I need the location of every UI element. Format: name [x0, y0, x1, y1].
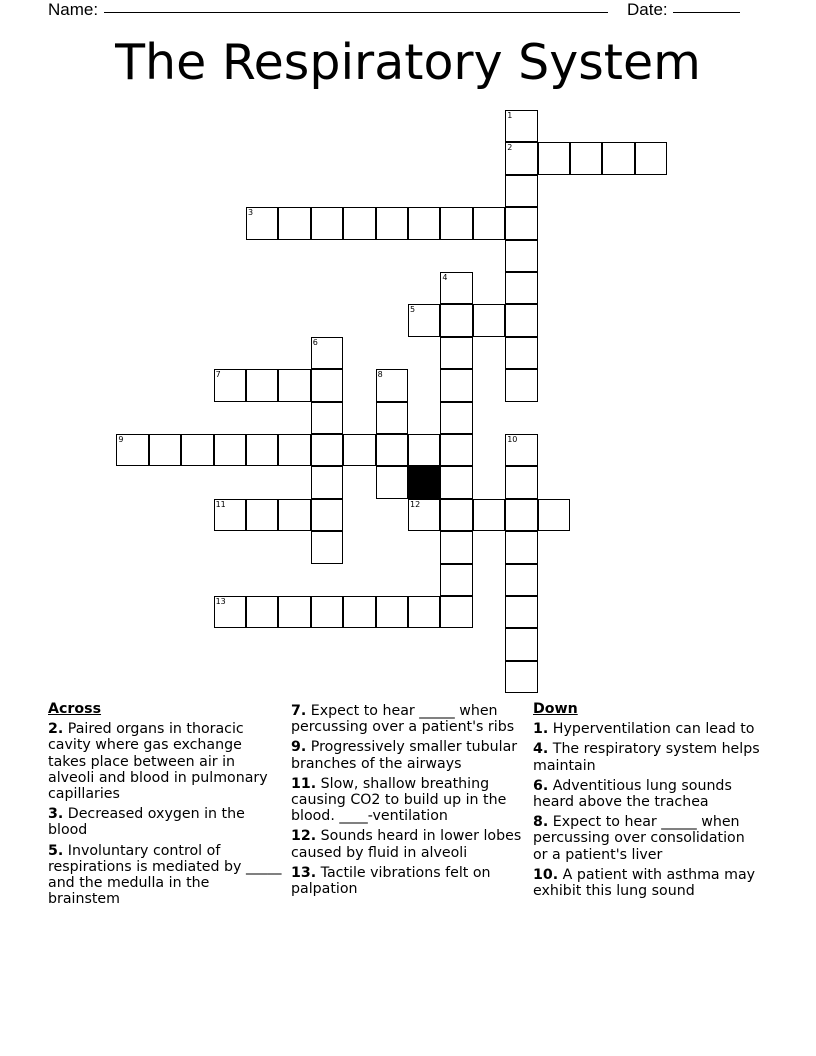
clue-item — [533, 867, 763, 899]
grid-cell[interactable] — [408, 434, 440, 466]
grid-cell[interactable] — [570, 142, 602, 174]
clue-text: Sounds heard in lower lobes caused by fluid in alveoli — [291, 828, 522, 861]
grid-cell[interactable] — [505, 499, 537, 531]
clue-item — [291, 865, 527, 897]
clue-number: 2 — [507, 143, 513, 153]
clue-number: 9. — [291, 739, 307, 756]
grid-cell[interactable] — [473, 207, 505, 239]
grid-cell[interactable] — [278, 499, 310, 531]
grid-cell[interactable] — [440, 499, 472, 531]
clue-number: 1. — [533, 721, 549, 738]
clue-number: 10. — [533, 866, 559, 883]
grid-cell[interactable] — [311, 207, 343, 239]
clue-number: 9 — [118, 435, 124, 444]
clue-number: 11. — [291, 775, 317, 792]
grid-cell[interactable] — [505, 531, 537, 563]
grid-cell[interactable] — [505, 369, 537, 401]
across-clue-list — [48, 721, 284, 907]
across-clues-column — [48, 701, 284, 911]
grid-cell[interactable] — [440, 337, 472, 369]
grid-cell[interactable] — [311, 337, 343, 369]
grid-cell[interactable] — [505, 466, 537, 498]
clue-text: Decreased oxygen in the blood — [48, 806, 245, 839]
grid-cell[interactable] — [538, 499, 570, 531]
grid-cell[interactable] — [505, 110, 537, 142]
grid-cell[interactable] — [278, 207, 310, 239]
clue-item — [48, 721, 284, 802]
grid-cell[interactable] — [505, 628, 537, 660]
clue-number: 7. — [291, 703, 307, 719]
clue-number: 6. — [533, 777, 549, 794]
clue-number: 5 — [410, 305, 416, 315]
grid-cell[interactable] — [505, 434, 537, 466]
clue-number: 5. — [48, 842, 64, 859]
clue-number: 12. — [291, 828, 317, 845]
down-clue-list — [533, 721, 763, 899]
grid-cell[interactable] — [635, 142, 667, 174]
clue-number: 13. — [291, 864, 317, 881]
clue-item — [533, 741, 763, 773]
grid-cell[interactable] — [440, 369, 472, 401]
clue-number: 11 — [215, 499, 226, 509]
clue-text: Tactile vibrations felt on palpation — [291, 864, 491, 898]
grid-cell[interactable] — [278, 434, 310, 466]
grid-cell[interactable] — [505, 175, 537, 207]
grid-cell[interactable] — [311, 402, 343, 434]
grid-cell[interactable] — [278, 369, 310, 401]
clue-item — [291, 703, 527, 735]
clue-text: The respiratory system helps maintain — [533, 741, 760, 774]
grid-cell[interactable] — [214, 434, 246, 466]
grid-cell[interactable] — [538, 142, 570, 174]
clue-number: 4 — [442, 273, 448, 282]
grid-cell[interactable] — [311, 434, 343, 466]
clue-text: Adventitious lung sounds heard above the trachea — [533, 777, 732, 811]
clue-number: 7 — [215, 370, 221, 380]
clue-number: 3 — [248, 208, 254, 218]
clue-text: Slow, shallow breathing causing CO2 to build up in the blood. ____-ventilation — [291, 775, 507, 825]
clue-number: 4. — [533, 741, 549, 758]
clue-item — [533, 814, 763, 863]
grid-cell[interactable] — [440, 272, 472, 304]
grid-cell[interactable] — [116, 434, 148, 466]
clue-number: 2. — [48, 721, 64, 738]
grid-cell[interactable] — [505, 240, 537, 272]
across-heading: Across — [48, 701, 102, 717]
grid-cell[interactable] — [246, 596, 278, 628]
grid-cell[interactable] — [505, 596, 537, 628]
clue-text: Expect to hear _____ when percussing over consolidation or a patient's liver — [533, 814, 745, 863]
clue-text: Involuntary control of respirations is mediated by _____ and the medulla in the brainstem — [48, 842, 282, 908]
clue-text: Hyperventilation can lead to — [548, 721, 755, 738]
grid-cell[interactable] — [440, 466, 472, 498]
down-clues-column — [533, 701, 763, 903]
clue-item — [291, 776, 527, 825]
grid-cell[interactable] — [440, 531, 472, 563]
grid-cell[interactable] — [376, 369, 408, 401]
grid-cell[interactable] — [376, 402, 408, 434]
across-clues-column-continued — [291, 703, 527, 901]
grid-cell[interactable] — [408, 207, 440, 239]
grid-cell[interactable] — [408, 499, 440, 531]
page-title: The Respiratory System — [115, 34, 701, 91]
grid-cell[interactable] — [440, 207, 472, 239]
grid-cell[interactable] — [505, 564, 537, 596]
grid-cell[interactable] — [376, 207, 408, 239]
clue-text: Paired organs in thoracic cavity where gas exchange takes place between air in alveoli and blood in pulmonary capillaries — [48, 721, 268, 803]
grid-cell[interactable] — [149, 434, 181, 466]
grid-cell[interactable] — [311, 499, 343, 531]
grid-cell[interactable] — [505, 304, 537, 336]
clue-text: Progressively smaller tubular branches of the airways — [291, 739, 518, 772]
grid-cell[interactable] — [278, 596, 310, 628]
grid-cell[interactable] — [311, 531, 343, 563]
grid-cell[interactable] — [311, 466, 343, 498]
grid-cell[interactable] — [505, 661, 537, 693]
clue-text: Expect to hear _____ when percussing over a patient's ribs — [291, 703, 515, 736]
grid-cell[interactable] — [246, 499, 278, 531]
clue-item — [48, 806, 284, 838]
down-heading: Down — [533, 701, 578, 717]
grid-cell[interactable] — [376, 466, 408, 498]
clue-item — [291, 828, 527, 860]
grid-cell[interactable] — [440, 596, 472, 628]
name-label: Name: — [48, 0, 99, 19]
clue-number: 8 — [377, 370, 383, 380]
clue-text: A patient with asthma may exhibit this lung sound — [533, 866, 756, 900]
grid-cell[interactable] — [440, 434, 472, 466]
grid-cell[interactable] — [214, 369, 246, 401]
grid-cell[interactable] — [311, 369, 343, 401]
clue-item — [533, 778, 763, 810]
grid-cell[interactable] — [408, 304, 440, 336]
grid-cell[interactable] — [376, 596, 408, 628]
grid-cell[interactable] — [505, 142, 537, 174]
grid-cell[interactable] — [440, 304, 472, 336]
grid-cell[interactable] — [408, 596, 440, 628]
grid-cell[interactable] — [311, 596, 343, 628]
grid-cell[interactable] — [214, 499, 246, 531]
grid-cell[interactable] — [343, 434, 375, 466]
grid-cell[interactable] — [343, 207, 375, 239]
grid-cell[interactable] — [473, 499, 505, 531]
black-cell — [408, 466, 440, 498]
grid-cell[interactable] — [602, 142, 634, 174]
grid-cell[interactable] — [440, 564, 472, 596]
grid-cell[interactable] — [214, 596, 246, 628]
grid-cell[interactable] — [473, 304, 505, 336]
grid-cell[interactable] — [505, 337, 537, 369]
grid-cell[interactable] — [181, 434, 213, 466]
clue-item — [48, 843, 284, 908]
clue-number: 13 — [215, 597, 226, 606]
clue-item — [291, 739, 527, 771]
grid-cell[interactable] — [246, 207, 278, 239]
date-label: Date: — [627, 0, 668, 19]
clue-number: 8. — [533, 814, 549, 831]
grid-cell[interactable] — [343, 596, 375, 628]
grid-cell[interactable] — [440, 402, 472, 434]
across-clue-list-continued — [291, 703, 527, 897]
clue-number: 12 — [410, 499, 421, 509]
grid-cell[interactable] — [246, 369, 278, 401]
clue-number: 3. — [48, 806, 64, 823]
clue-number: 10 — [507, 435, 518, 444]
grid-cell[interactable] — [505, 272, 537, 304]
clue-number: 6 — [312, 337, 318, 347]
grid-cell[interactable] — [505, 207, 537, 239]
grid-cell[interactable] — [246, 434, 278, 466]
clue-item — [533, 721, 763, 737]
clue-number: 1 — [507, 111, 513, 120]
grid-cell[interactable] — [376, 434, 408, 466]
